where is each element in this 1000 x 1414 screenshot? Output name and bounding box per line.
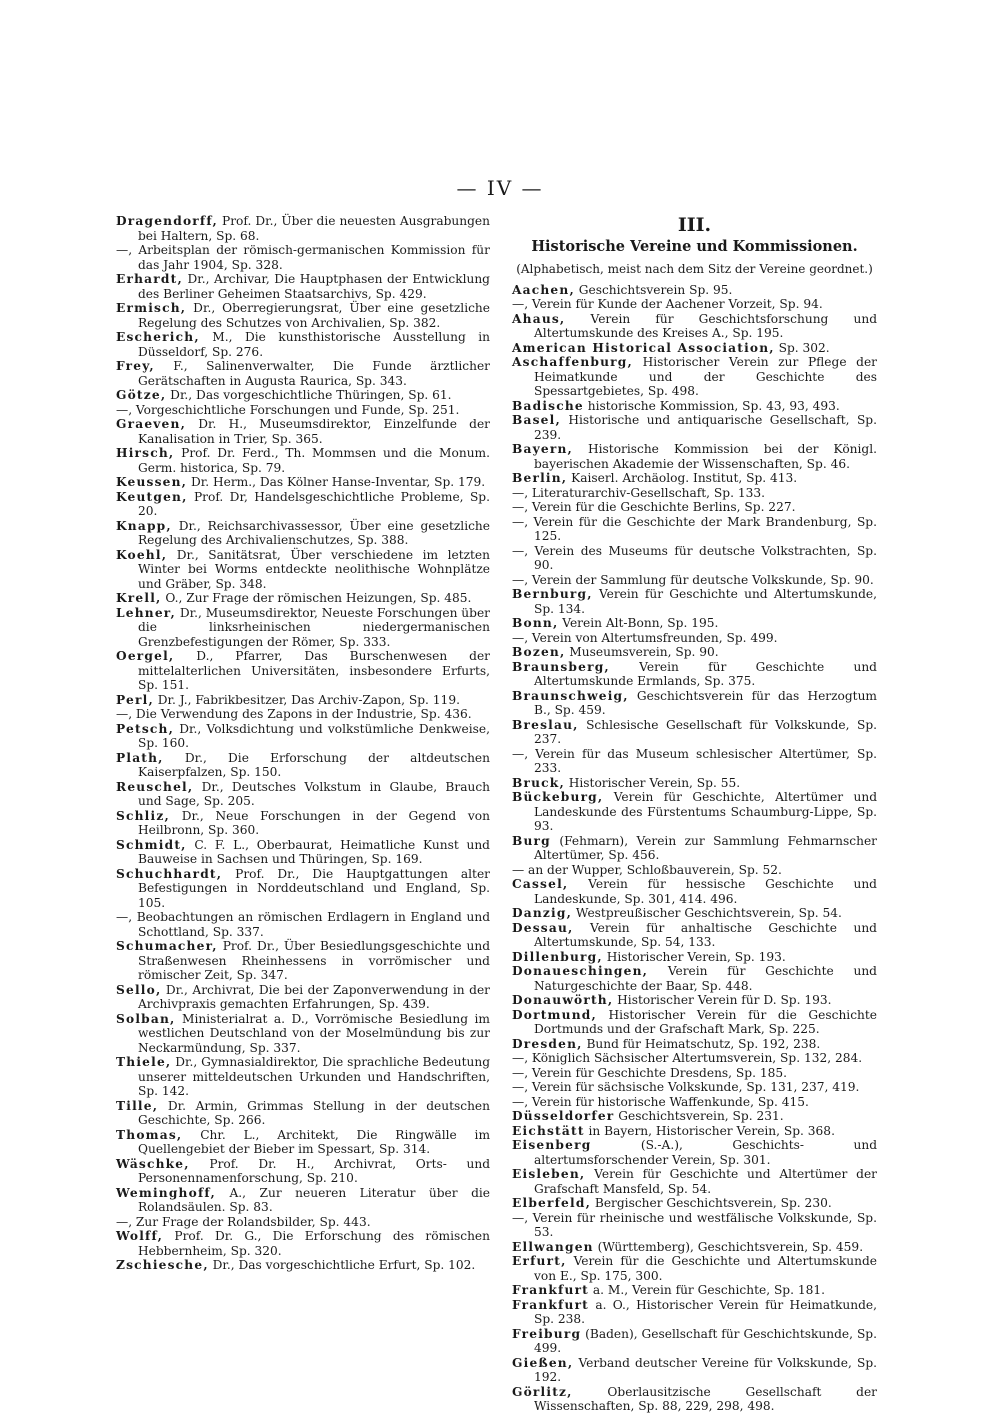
entry-head: Keussen, (116, 475, 188, 489)
index-entry (116, 1186, 490, 1215)
entry-text: Oberlausitzische Gesellschaft der Wissenschaften, Sp. 88, 229, 298, 498. (534, 1384, 877, 1413)
index-entry (512, 1095, 877, 1110)
entry-text: Verein Alt-Bonn, Sp. 195. (558, 616, 719, 630)
entry-text: —, Königlich Sächsischer Altertumsverein, Sp. 132, 284. (512, 1051, 863, 1065)
right-column (512, 214, 877, 1414)
left-column (116, 214, 490, 1273)
index-entry (512, 1051, 877, 1066)
index-entry (512, 1196, 877, 1211)
index-entry (116, 707, 490, 722)
entry-head: Dortmund, (512, 1007, 597, 1022)
entry-text: Verband deutscher Vereine für Volkskunde, Sp. 192. (534, 1355, 877, 1384)
entry-text: Verein für Geschichte, Altertümer und Landeskunde des Fürstentums Schaumburg-Lippe, Sp. 93. (534, 790, 877, 833)
index-entry (116, 519, 490, 548)
entry-text: Verein für Geschichte und Naturgeschichte der Baar, Sp. 448. (534, 964, 877, 993)
index-entry (512, 471, 877, 486)
index-entry (512, 587, 877, 616)
entry-head: Lehner, (116, 605, 176, 620)
index-entry (512, 790, 877, 834)
entry-head: Ermisch, (116, 301, 187, 315)
index-entry (512, 413, 877, 442)
entry-text: Historischer Verein für die Geschichte Dortmunds und der Grafschaft Mark, Sp. 225. (534, 1007, 877, 1036)
entry-text: Prof. Dr. H., Archivrat, Orts- und Personennamenforschung, Sp. 210. (138, 1156, 490, 1185)
entry-head: Knapp, (116, 518, 172, 533)
entry-head: Braunschweig, (512, 688, 629, 703)
entry-text: Geschichtsverein Sp. 95. (574, 282, 733, 297)
entry-head: Ellwangen (512, 1239, 594, 1254)
entry-head: Frey, (116, 359, 155, 373)
index-entry (512, 297, 877, 312)
entry-text: Prof. Dr. Ferd., Th. Mommsen und die Monum. Germ. historica, Sp. 79. (138, 446, 490, 475)
index-entry (116, 780, 490, 809)
entry-head: Thomas, (116, 1127, 183, 1142)
entry-head: Frankfurt (512, 1283, 590, 1297)
entry-head: Zschiesche, (116, 1258, 209, 1272)
index-entry (512, 1327, 877, 1356)
index-entry (116, 301, 490, 330)
entry-text: Historische Kommission bei der Königl. bayerischen Akademie der Wissenschaften, Sp. 46. (534, 442, 877, 471)
entry-head: Eichstätt (512, 1123, 585, 1138)
entry-head: Erhardt, (116, 272, 183, 286)
entry-head: Breslau, (512, 717, 579, 732)
entry-text: F., Salinenverwalter, Die Funde ärztlicher Gerätschaften in Augusta Raurica, Sp. 343. (138, 359, 490, 388)
index-entry (512, 283, 877, 298)
entry-head: Bonn, (512, 616, 559, 630)
entry-head: Dragendorff, (116, 214, 218, 228)
entry-text: —, Arbeitsplan der römisch-germanischen Kommission für das Jahr 1904, Sp. 328. (116, 243, 490, 272)
page-number: — IV — (456, 176, 544, 200)
entry-text: Verein für Geschichte und Altertumskunde, Sp. 134. (534, 587, 877, 616)
entry-text: O., Zur Frage der römischen Heizungen, Sp. 485. (161, 591, 472, 605)
entry-text: —, Beobachtungen an römischen Erdlagern in England und Schottland, Sp. 337. (116, 910, 490, 939)
entry-head: Aachen, (512, 282, 575, 297)
entry-text: Dr., Oberregierungsrat, Über eine gesetzliche Regelung des Schutzes von Archivalien, Sp. 382. (138, 301, 490, 330)
entry-text: Dr. Herm., Das Kölner Hanse-Inventar, Sp. 179. (187, 475, 486, 489)
entry-text: Dr., Deutsches Volkstum in Glaube, Brauch und Sage, Sp. 205. (138, 779, 490, 808)
entry-text: Dr., Archivrat, Die bei der Zaponverwendung in der Archivpraxis gemachten Erfahrungen, Sp. 439. (138, 982, 490, 1011)
entry-head: Bückeburg, (512, 790, 604, 804)
index-entry (512, 906, 877, 921)
entry-text: Dr. H., Museumsdirektor, Einzelfunde der Kanalisation in Trier, Sp. 365. (138, 417, 490, 446)
entry-text: Bergischer Geschichtsverein, Sp. 230. (591, 1196, 832, 1210)
index-entry (512, 1298, 877, 1327)
entry-text: Verein für die Geschichte und Altertumskunde von E., Sp. 175, 300. (534, 1254, 877, 1283)
entry-text: —, Verein für sächsische Volkskunde, Sp. 131, 237, 419. (512, 1080, 860, 1094)
index-entry (116, 722, 490, 751)
index-entry (512, 689, 877, 718)
index-entry (512, 921, 877, 950)
entry-head: Hirsch, (116, 446, 175, 460)
entry-head: Koehl, (116, 547, 168, 562)
entry-head: Donaueschingen, (512, 964, 649, 978)
entry-head: Weminghoff, (116, 1185, 217, 1200)
index-entry (116, 388, 490, 403)
index-entry (512, 834, 877, 863)
index-entry (116, 1258, 490, 1273)
entry-text: Kaiserl. Archäolog. Institut, Sp. 413. (567, 471, 798, 485)
index-entry (512, 776, 877, 791)
entry-text: Verein für anhaltische Geschichte und Altertumskunde, Sp. 54, 133. (534, 920, 877, 949)
entry-text: Bund für Heimatschutz, Sp. 192, 238. (582, 1036, 821, 1051)
entry-text: —, Verein der Sammlung für deutsche Volkskunde, Sp. 90. (512, 572, 874, 587)
entry-text: A., Zur neueren Literatur über die Rolandsäulen. Sp. 83. (138, 1185, 490, 1214)
entry-text: Historischer Verein, Sp. 55. (564, 775, 741, 790)
entry-text: C. F. L., Oberbaurat, Heimatliche Kunst und Bauweise in Sachsen und Thüringen, Sp. 169. (138, 837, 490, 866)
index-entry (116, 548, 490, 592)
entry-text: M., Die kunsthistorische Ausstellung in Düsseldorf, Sp. 276. (138, 330, 490, 359)
entry-text: —, Zur Frage der Rolandsbilder, Sp. 443. (116, 1214, 371, 1229)
entry-text: Geschichtsverein für das Herzogtum B., Sp. 459. (534, 688, 877, 717)
entry-text: Dr. J., Fabrikbesitzer, Das Archiv-Zapon, Sp. 119. (153, 692, 460, 707)
entry-text: Sp. 302. (774, 340, 830, 355)
index-entry (116, 838, 490, 867)
entry-text: Dr., Neue Forschungen in der Gegend von Heilbronn, Sp. 360. (138, 808, 490, 837)
section-title: Historische Vereine und Kommissionen. (531, 238, 858, 255)
index-entry (116, 272, 490, 301)
index-entry (512, 1037, 877, 1052)
entry-head: Wolff, (116, 1229, 164, 1243)
index-entry (512, 863, 877, 878)
index-entry (116, 403, 490, 418)
entry-head: Schliz, (116, 808, 170, 823)
index-entry (116, 417, 490, 446)
entry-text: (Württemberg), Geschichtsverein, Sp. 459. (593, 1239, 864, 1254)
entry-head: Elberfeld, (512, 1196, 592, 1210)
entry-text: a. M., Verein für Geschichte, Sp. 181. (589, 1283, 825, 1297)
entry-head: Keutgen, (116, 489, 188, 504)
entry-text: Schlesische Gesellschaft für Volkskunde, Sp. 237. (534, 717, 877, 746)
right-entry-list (512, 283, 877, 1414)
index-entry (116, 751, 490, 780)
index-entry (512, 1211, 877, 1240)
entry-head: Badische (512, 398, 584, 413)
entry-text: Dr., Gymnasialdirektor, Die sprachliche Bedeutung unserer mitteldeutschen Urkunden und Handschriften, Sp. 142. (138, 1055, 490, 1098)
index-entry (512, 1283, 877, 1298)
section-numeral: III. (677, 214, 712, 236)
index-entry (116, 490, 490, 519)
section-note: (Alphabetisch, meist nach dem Sitz der Vereine geordnet.) (516, 262, 873, 276)
entry-text: Museumsverein, Sp. 90. (565, 645, 719, 659)
index-entry (512, 631, 877, 646)
entry-text: Dr., Museumsdirektor, Neueste Forschungen über die linksrheinischen niedergermanischen Grenzbefestigungen der Römer, Sp. 333. (138, 605, 490, 649)
index-entry (512, 486, 877, 501)
entry-text: Prof. Dr. G., Die Erforschung des römischen Hebbernheim, Sp. 320. (138, 1229, 490, 1258)
entry-head: Schmidt, (116, 837, 187, 852)
index-entry (512, 573, 877, 588)
index-entry (512, 616, 877, 631)
entry-text: —, Verein für die Geschichte der Mark Brandenburg, Sp. 125. (512, 514, 877, 543)
entry-text: —, Verein von Altertumsfreunden, Sp. 499. (512, 630, 778, 645)
entry-text: —, Verein des Museums für deutsche Volkstrachten, Sp. 90. (512, 543, 877, 572)
entry-text: Dr., Reichsarchivassessor, Über eine gesetzliche Regelung des Archivalienschutzes, Sp. 388. (138, 518, 490, 547)
entry-head: Erfurt, (512, 1254, 567, 1268)
index-entry (512, 718, 877, 747)
index-entry (512, 341, 877, 356)
entry-head: Krell, (116, 591, 162, 605)
index-entry (116, 693, 490, 708)
entry-head: Bozen, (512, 645, 566, 659)
index-entry (512, 645, 877, 660)
entry-text: Historischer Verein, Sp. 193. (602, 949, 786, 964)
entry-text: Prof. Dr., Die Hauptgattungen alter Befestigungen in Norddeutschland und England, Sp. 105. (138, 866, 490, 910)
entry-head: Eisleben, (512, 1167, 586, 1181)
index-entry (512, 544, 877, 573)
entry-text: Dr., Sanitätsrat, Über verschiedene im letzten Winter bei Worms entdeckte neolithische Wohnplätze und Gräber, Sp. 348. (138, 547, 490, 591)
entry-text: Historischer Verein für D. Sp. 193. (613, 993, 832, 1007)
index-entry (116, 475, 490, 490)
index-entry (512, 1240, 877, 1255)
entry-text: —, Verein für Geschichte Dresdens, Sp. 185. (512, 1065, 787, 1080)
index-entry (116, 359, 490, 388)
index-entry (512, 1124, 877, 1139)
entry-head: Görlitz, (512, 1384, 573, 1399)
entry-head: Solban, (116, 1011, 176, 1026)
entry-head: Petsch, (116, 721, 175, 736)
entry-head: Bayern, (512, 442, 573, 456)
entry-head: Donauwörth, (512, 993, 614, 1007)
entry-text: Dr., Archivar, Die Hauptphasen der Entwicklung des Berliner Geheimen Staatsarchivs, Sp. 429. (138, 272, 490, 301)
entry-head: Schumacher, (116, 939, 218, 953)
index-entry (512, 500, 877, 515)
entry-text: —, Verein für rheinische und westfälische Volkskunde, Sp. 53. (512, 1210, 877, 1239)
index-entry (512, 355, 877, 399)
index-entry (512, 515, 877, 544)
index-entry (512, 993, 877, 1008)
entry-text: Dr., Volksdichtung und volkstümliche Denkweise, Sp. 160. (138, 721, 490, 750)
entry-text: Dr., Das vorgeschichtliche Thüringen, Sp. 61. (166, 388, 452, 402)
entry-text: — an der Wupper, Schloßbauverein, Sp. 52. (512, 862, 782, 877)
entry-text: D., Pfarrer, Das Burschenwesen der mittelalterlichen Universitäten, insbesondere Erfurts, Sp. 151. (138, 649, 490, 692)
entry-text: —, Verein für Kunde der Aachener Vorzeit, Sp. 94. (512, 297, 823, 311)
entry-text: Prof. Dr., Über Besiedlungsgeschichte und Straßenwesen Rheinhessens in vorrömischer und römischer Zeit, Sp. 347. (138, 939, 490, 982)
entry-head: Plath, (116, 750, 164, 765)
index-entry (116, 1012, 490, 1056)
entry-head: Cassel, (512, 877, 569, 891)
entry-head: Tille, (116, 1098, 159, 1113)
index-entry (116, 1157, 490, 1186)
index-entry (116, 214, 490, 243)
entry-head: Ahaus, (512, 311, 566, 326)
entry-head: Braunsberg, (512, 659, 610, 674)
entry-text: —, Verein für die Geschichte Berlins, Sp. 227. (512, 500, 796, 514)
index-entry (512, 1356, 877, 1385)
index-entry (116, 1099, 490, 1128)
entry-head: American Historical Association, (512, 340, 775, 355)
index-entry (116, 649, 490, 693)
index-entry (116, 330, 490, 359)
entry-head: Aschaffenburg, (512, 355, 633, 369)
entry-text: Dr. Armin, Grimmas Stellung in der deutschen Geschichte, Sp. 266. (138, 1098, 490, 1127)
index-entry (116, 1215, 490, 1230)
index-entry (512, 1066, 877, 1081)
entry-text: —, Die Verwendung des Zapons in der Industrie, Sp. 436. (116, 707, 472, 721)
index-entry (116, 809, 490, 838)
entry-text: (Baden), Gesellschaft für Geschichtskunde, Sp. 499. (534, 1326, 877, 1355)
entry-text: Ministerialrat a. D., Vorrömische Besiedlung im westlichen Deutschland von der Moselmündung bis zur Neckarmündung, Sp. 337. (138, 1011, 490, 1055)
index-entry (512, 1167, 877, 1196)
entry-head: Escherich, (116, 330, 200, 344)
entry-text: Verein für hessische Geschichte und Landeskunde, Sp. 301, 414. 496. (534, 877, 877, 906)
entry-head: Perl, (116, 692, 154, 707)
entry-text: Historische und antiquarische Gesellschaft, Sp. 239. (534, 413, 877, 442)
index-entry (116, 867, 490, 911)
index-entry (116, 446, 490, 475)
entry-text: (Fehmarn), Verein zur Sammlung Fehmarnscher Altertümer, Sp. 456. (534, 833, 877, 862)
index-entry (512, 1080, 877, 1095)
index-entry (512, 1385, 877, 1414)
entry-head: Götze, (116, 388, 167, 402)
entry-head: Frankfurt (512, 1297, 590, 1312)
index-entry (512, 660, 877, 689)
entry-text: —, Vorgeschichtliche Forschungen und Funde, Sp. 251. (116, 402, 460, 417)
entry-head: Berlin, (512, 471, 568, 485)
index-entry (116, 1055, 490, 1099)
index-entry (512, 964, 877, 993)
entry-text: Chr. L., Architekt, Die Ringwälle im Quellengebiet der Bieber im Spessart, Sp. 314. (138, 1127, 490, 1156)
index-entry (116, 983, 490, 1012)
index-entry (116, 1229, 490, 1258)
index-entry (512, 747, 877, 776)
entry-text: Prof. Dr., Über die neuesten Ausgrabungen bei Haltern, Sp. 68. (138, 214, 490, 243)
index-entry (512, 442, 877, 471)
entry-text: (S.-A.), Geschichts- und altertumsforschender Verein, Sp. 301. (534, 1138, 877, 1167)
index-entry (116, 606, 490, 650)
entry-text: —, Verein für historische Waffenkunde, Sp. 415. (512, 1094, 809, 1109)
entry-text: Geschichtsverein, Sp. 231. (614, 1109, 784, 1123)
entry-head: Basel, (512, 413, 561, 427)
index-entry (512, 1008, 877, 1037)
index-entry (512, 312, 877, 341)
entry-head: Wäschke, (116, 1156, 190, 1171)
entry-head: Sello, (116, 982, 162, 997)
entry-head: Schuchhardt, (116, 866, 223, 881)
entry-text: historische Kommission, Sp. 43, 93, 493. (583, 398, 840, 413)
entry-head: Eisenberg (512, 1138, 592, 1152)
entry-head: Dessau, (512, 920, 574, 935)
entry-text: Verein für Geschichte und Altertümer der Grafschaft Mansfeld, Sp. 54. (534, 1167, 877, 1196)
entry-head: Bernburg, (512, 587, 593, 601)
index-entry (116, 939, 490, 983)
entry-head: Danzig, (512, 906, 573, 920)
entry-head: Graeven, (116, 417, 187, 431)
entry-text: a. O., Historischer Verein für Heimatkunde, Sp. 238. (534, 1297, 877, 1326)
entry-text: Dr., Die Erforschung der altdeutschen Kaiserpfalzen, Sp. 150. (138, 750, 490, 779)
entry-text: Verein für Geschichtsforschung und Altertumskunde des Kreises A., Sp. 195. (534, 311, 877, 340)
entry-head: Bruck, (512, 775, 565, 790)
index-entry (116, 243, 490, 272)
index-entry (116, 591, 490, 606)
entry-text: —, Verein für das Museum schlesischer Altertümer, Sp. 233. (512, 746, 877, 775)
entry-head: Burg (512, 833, 551, 848)
entry-head: Dresden, (512, 1036, 583, 1051)
entry-text: Verein für Geschichte und Altertumskunde Ermlands, Sp. 375. (534, 659, 877, 688)
entry-text: Historischer Verein zur Pflege der Heimatkunde und der Geschichte des Spessartgebietes, Sp. 498. (534, 355, 877, 398)
entry-text: Dr., Das vorgeschichtliche Erfurt, Sp. 102. (208, 1258, 476, 1272)
entry-head: Reuschel, (116, 779, 194, 794)
entry-text: —, Literaturarchiv-Gesellschaft, Sp. 133. (512, 485, 765, 500)
index-entry (116, 1128, 490, 1157)
index-entry (512, 1254, 877, 1283)
index-entry (512, 1109, 877, 1124)
entry-head: Oergel, (116, 649, 175, 663)
entry-head: Düsseldorfer (512, 1109, 615, 1123)
entry-head: Thiele, (116, 1055, 172, 1069)
entry-text: Prof. Dr, Handelsgeschichtliche Probleme, Sp. 20. (138, 489, 490, 518)
index-entry (512, 399, 877, 414)
index-entry (512, 1138, 877, 1167)
index-entry (512, 877, 877, 906)
entry-head: Freiburg (512, 1326, 582, 1341)
entry-text: in Bayern, Historischer Verein, Sp. 368. (584, 1123, 835, 1138)
entry-text: Westpreußischer Geschichtsverein, Sp. 54. (572, 906, 842, 920)
entry-head: Dillenburg, (512, 949, 603, 964)
entry-head: Gießen, (512, 1355, 574, 1370)
index-entry (116, 910, 490, 939)
index-entry (512, 950, 877, 965)
